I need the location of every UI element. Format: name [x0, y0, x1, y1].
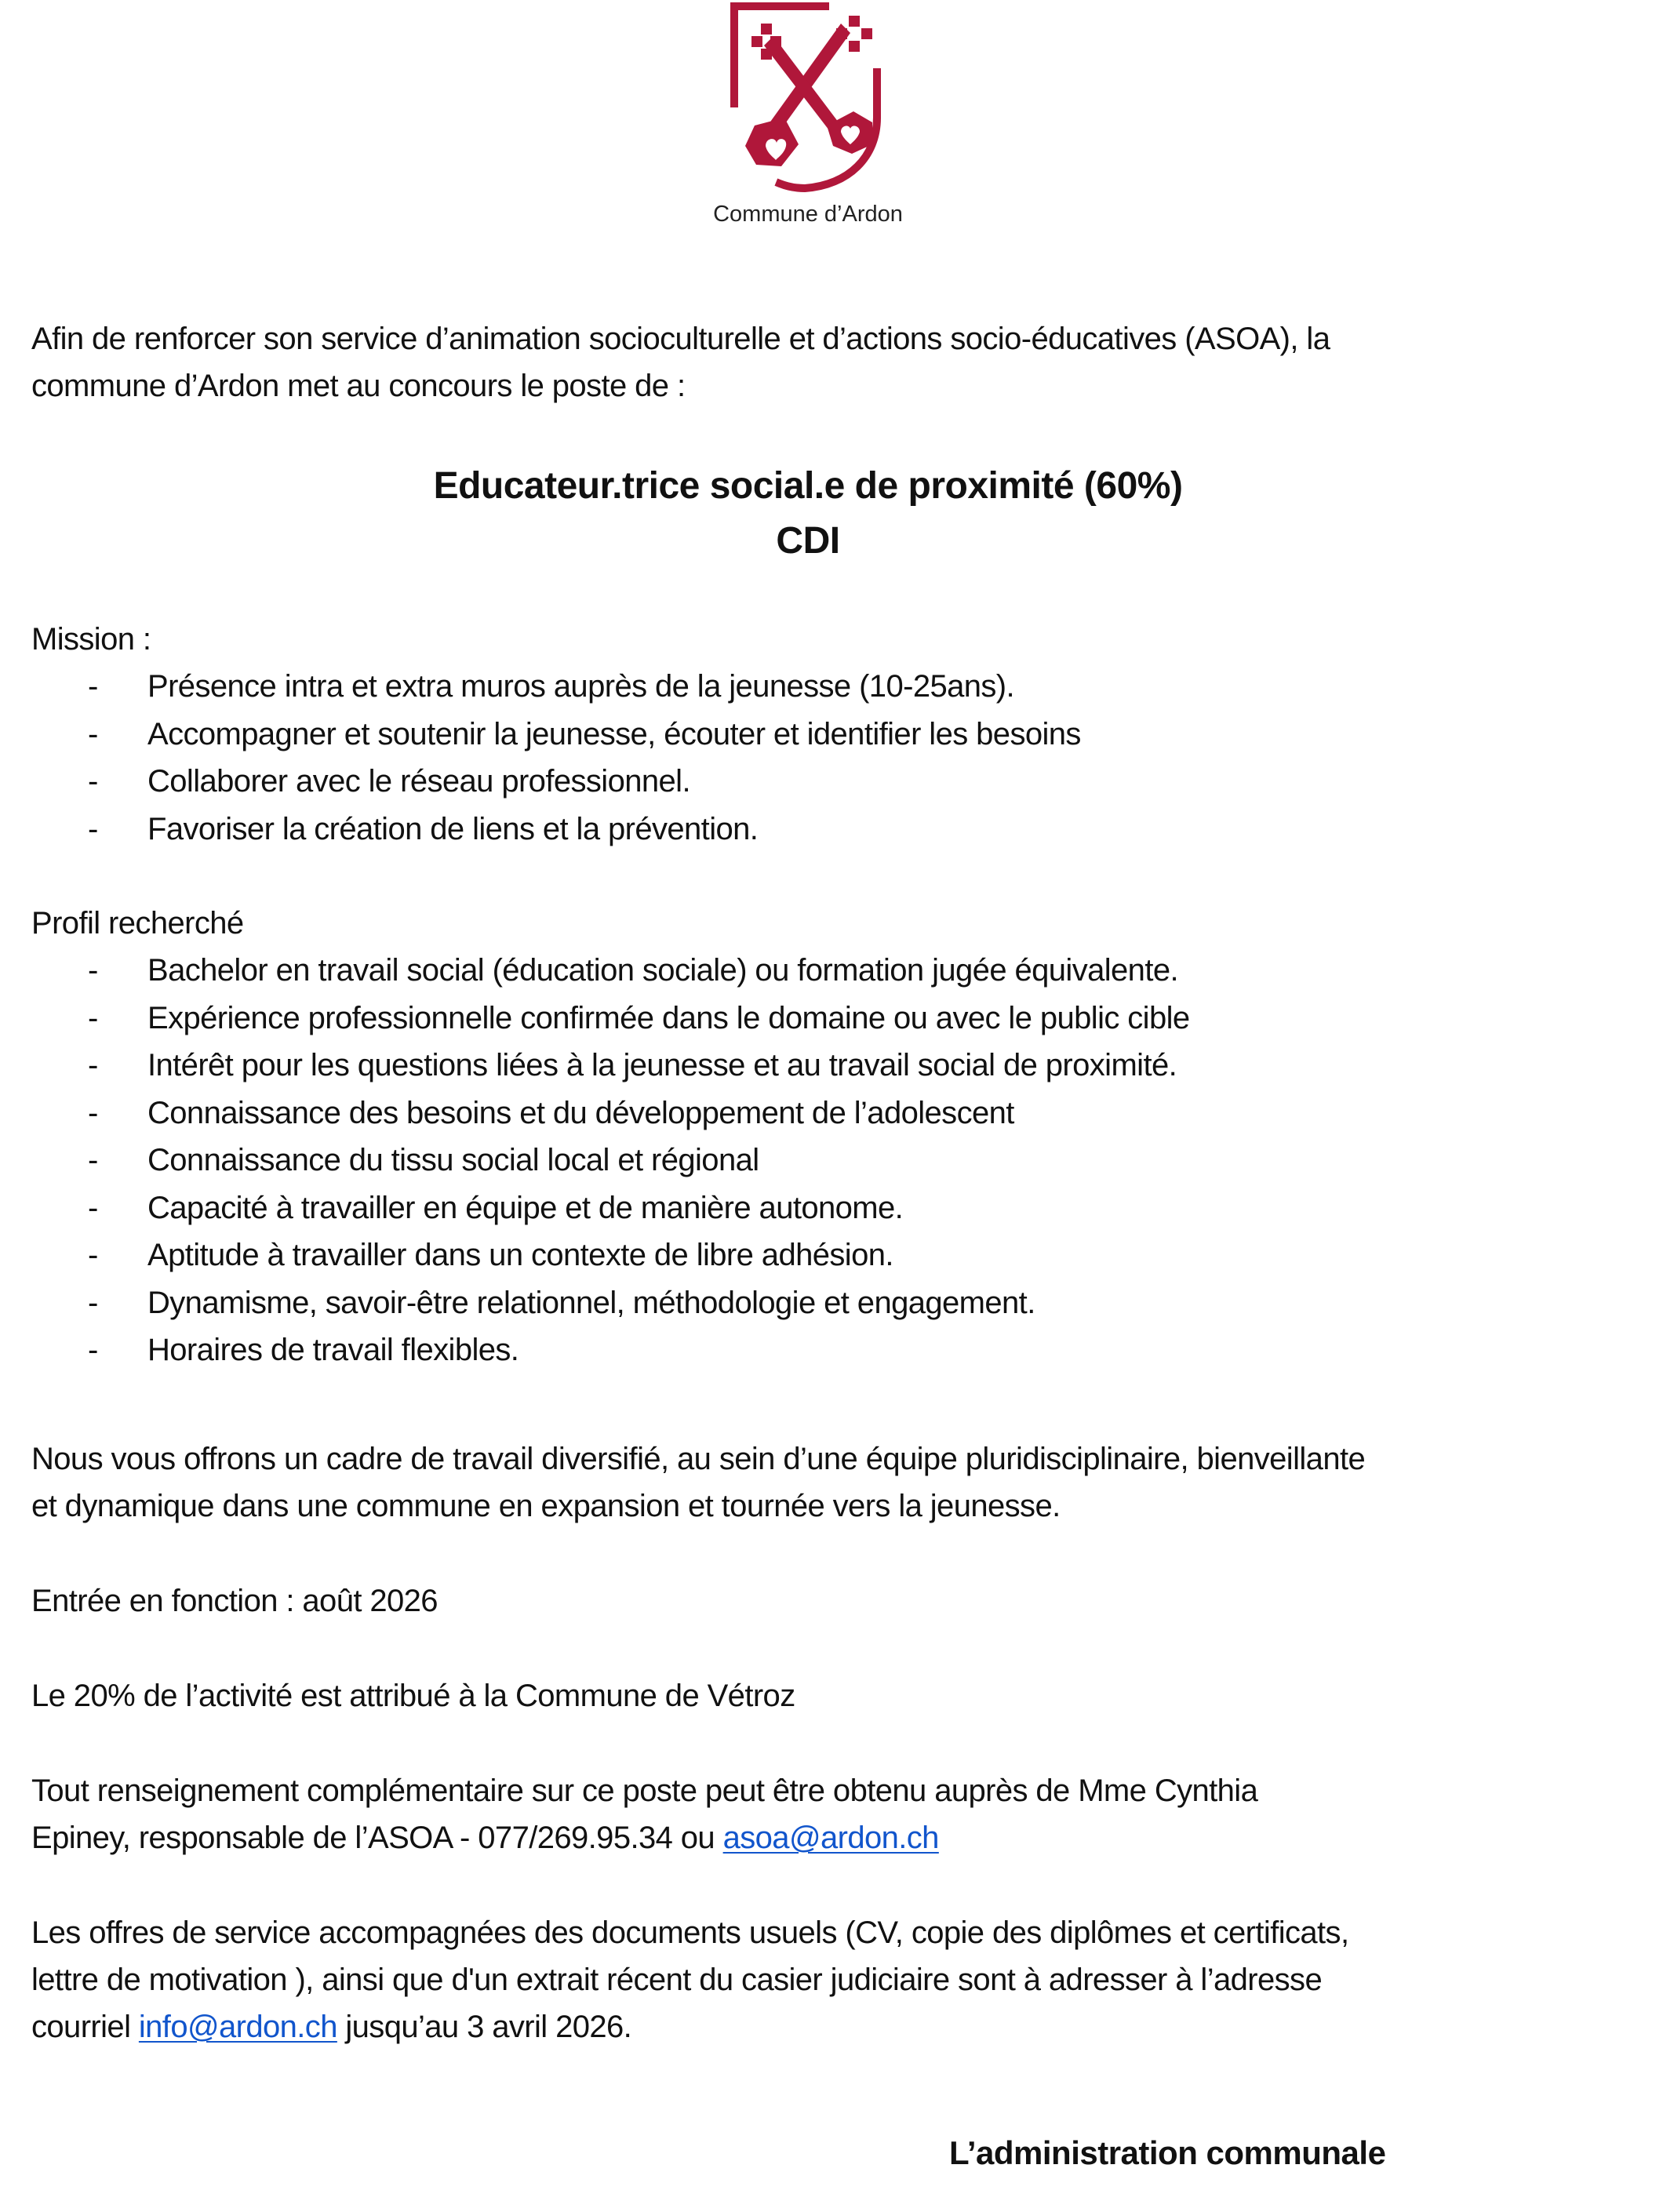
mission-item-text: Collaborer avec le réseau professionnel. — [147, 764, 690, 799]
bullet-dash: - — [88, 953, 98, 988]
profile-item-text: Expérience professionnelle confirmée dans le domaine ou avec le public cible — [147, 1000, 1190, 1035]
mission-item-text: Présence intra et extra muros auprès de la jeunesse (10-25ans). — [147, 669, 1015, 704]
profile-item-text: Connaissance des besoins et du développement de l’adolescent — [147, 1095, 1014, 1130]
bullet-dash: - — [88, 1285, 98, 1320]
bullet-dash: - — [88, 1000, 98, 1035]
application-line-3-prefix: courriel — [31, 2010, 139, 2044]
application-line-3 — [31, 2003, 631, 2050]
contact-line-2 — [31, 1814, 939, 1861]
info-email-link[interactable]: info@ardon.ch — [138, 2010, 337, 2044]
offer-line-1: Nous vous offrons un cadre de travail diversifié, au sein d’une équipe pluridisciplinaire, bienveillante — [31, 1442, 1366, 1476]
contract-type: CDI — [776, 520, 840, 562]
bullet-dash: - — [88, 811, 98, 846]
application-line-1: Les offres de service accompagnées des documents usuels (CV, copie des diplômes et certificats, — [31, 1915, 1349, 1950]
activity-allocation: Le 20% de l’activité est attribué à la Commune de Vétroz — [31, 1679, 795, 1713]
crossed-keys-shield-icon — [723, 0, 893, 195]
profile-item-text: Dynamisme, savoir-être relationnel, méthodologie et engagement. — [147, 1285, 1035, 1320]
bullet-dash: - — [88, 1190, 98, 1225]
contact-line-2-text: Epiney, responsable de l’ASOA - 077/269.95.34 ou — [31, 1821, 723, 1855]
profile-item-text: Bachelor en travail social (éducation sociale) ou formation jugée équivalente. — [147, 953, 1179, 988]
bullet-dash: - — [88, 1095, 98, 1130]
bullet-dash: - — [88, 1048, 98, 1082]
bullet-dash: - — [88, 1143, 98, 1177]
bullet-dash: - — [88, 669, 98, 704]
job-title: Educateur.trice social.e de proximité (60%) — [433, 465, 1183, 507]
logo-caption: Commune d’Ardon — [713, 202, 903, 227]
mission-item-text: Accompagner et soutenir la jeunesse, écouter et identifier les besoins — [147, 716, 1081, 751]
bullet-dash: - — [88, 1238, 98, 1272]
profile-item-text: Capacité à travailler en équipe et de manière autonome. — [147, 1190, 904, 1225]
profile-item-text: Connaissance du tissu social local et régional — [147, 1143, 759, 1177]
profile-item-text: Horaires de travail flexibles. — [147, 1333, 519, 1367]
mission-label: Mission : — [31, 622, 151, 657]
offer-line-2: et dynamique dans une commune en expansion et tournée vers la jeunesse. — [31, 1489, 1061, 1523]
profile-item-text: Intérêt pour les questions liées à la jeunesse et au travail social de proximité. — [147, 1048, 1177, 1082]
profile-item-text: Aptitude à travailler dans un contexte de libre adhésion. — [147, 1238, 893, 1272]
intro-line-2: commune d’Ardon met au concours le poste de : — [31, 369, 686, 403]
bullet-dash: - — [88, 764, 98, 799]
profile-label: Profil recherché — [31, 906, 244, 940]
application-line-3-suffix: jusqu’au 3 avril 2026. — [337, 2010, 632, 2044]
intro-line-1: Afin de renforcer son service d’animation socioculturelle et d’actions socio-éducatives (ASOA), la — [31, 322, 1330, 356]
application-line-2: lettre de motivation ), ainsi que d'un extrait récent du casier judiciaire sont à adresser à l’adresse — [31, 1963, 1323, 1997]
signature: L’administration communale — [949, 2134, 1386, 2171]
mission-item-text: Favoriser la création de liens et la prévention. — [147, 811, 759, 846]
bullet-dash: - — [88, 716, 98, 751]
contact-line-1: Tout renseignement complémentaire sur ce poste peut être obtenu auprès de Mme Cynthia — [31, 1774, 1258, 1808]
bullet-dash: - — [88, 1333, 98, 1367]
asoa-email-link[interactable]: asoa@ardon.ch — [722, 1821, 939, 1855]
start-date: Entrée en fonction : août 2026 — [31, 1584, 438, 1618]
